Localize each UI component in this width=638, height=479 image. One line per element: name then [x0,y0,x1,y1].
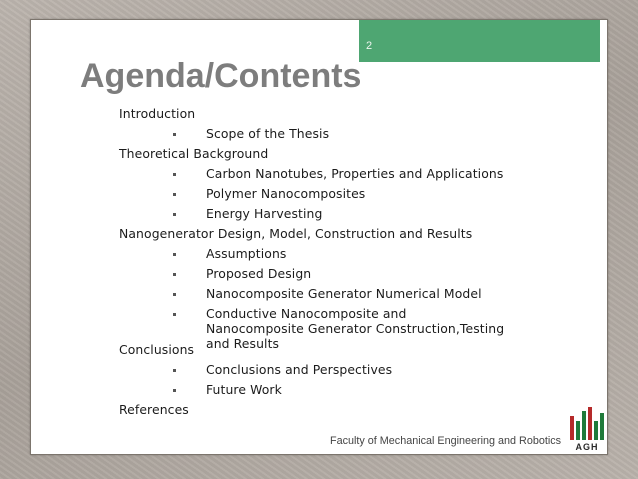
square-bullet-icon [173,293,176,296]
agenda-section-heading: Conclusions [119,342,195,357]
agenda-section-heading: References [119,402,189,417]
square-bullet-icon [173,213,176,216]
slide-number: 2 [366,40,373,52]
square-bullet-icon [173,389,176,392]
slide [30,19,608,455]
square-bullet-icon [173,313,176,316]
slide-number-box [359,20,600,62]
agenda-item-text: Polymer Nanocomposites [206,186,366,201]
agenda-section-heading: Theoretical Background [119,146,269,161]
agh-logo-text: AGH [575,442,599,452]
square-bullet-icon [173,369,176,372]
agenda-section-heading: Nanogenerator Design, Model, Construction and Results [119,226,473,241]
square-bullet-icon [173,193,176,196]
agenda-item-text: Proposed Design [206,266,312,281]
agenda-item-text: Conclusions and Perspectives [206,362,393,377]
agenda-item-text: Assumptions [206,246,287,261]
agenda-item-text: Conductive Nanocomposite and Nanocomposite Generator Construction,Testing and Results [206,306,505,351]
agenda-item-text: Nanocomposite Generator Numerical Model [206,286,482,301]
agenda-item-text: Energy Harvesting [206,206,323,221]
square-bullet-icon [173,173,176,176]
square-bullet-icon [173,253,176,256]
agenda-item-text: Scope of the Thesis [206,126,330,141]
agh-logo [569,407,605,453]
agenda-item-text: Future Work [206,382,282,397]
square-bullet-icon [173,133,176,136]
agenda-item-text: Carbon Nanotubes, Properties and Applications [206,166,504,181]
agh-logo-mark-icon [569,407,605,441]
footer-text: Faculty of Mechanical Engineering and Robotics [330,435,562,447]
square-bullet-icon [173,273,176,276]
slide-title: Agenda/Contents [80,57,362,95]
agenda-section-heading: Introduction [119,106,196,121]
